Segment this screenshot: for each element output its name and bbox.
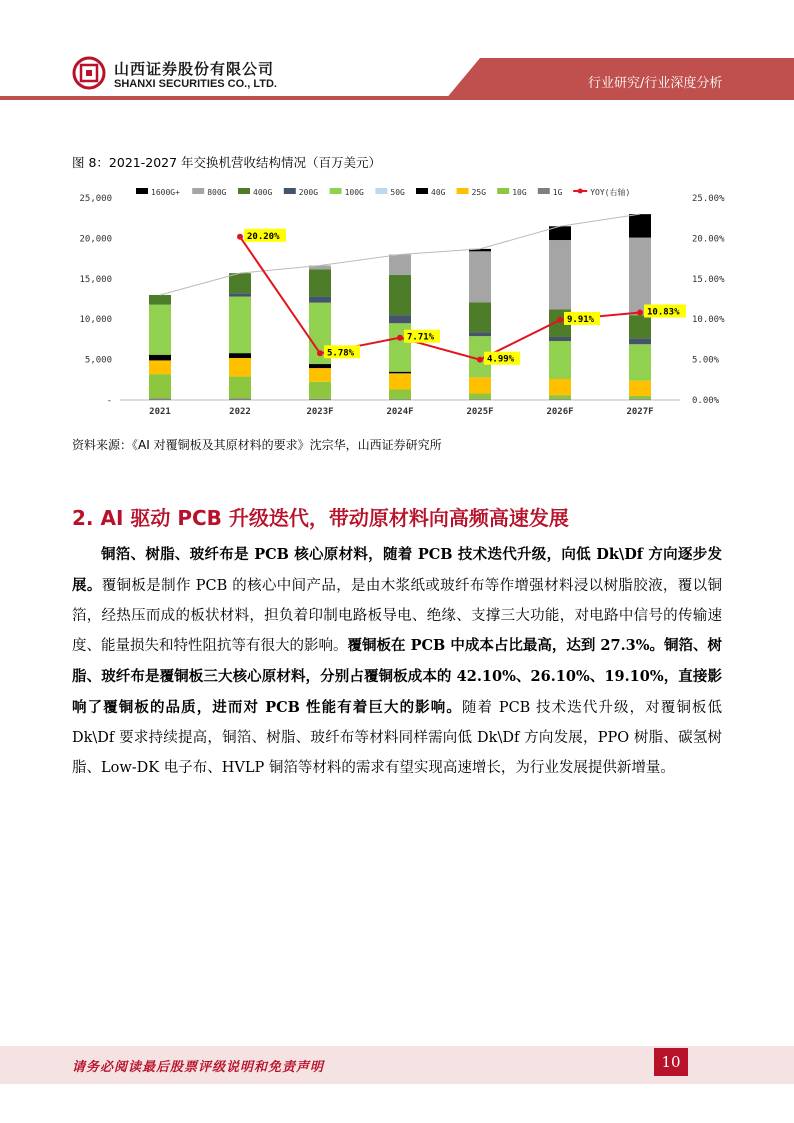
bar-segment: [389, 275, 411, 315]
company-name-cn: 山西证券股份有限公司: [114, 60, 275, 78]
bar-segment: [469, 332, 491, 336]
x-tick-label: 2025F: [466, 407, 494, 417]
yoy-point: [557, 317, 563, 323]
yoy-data-label: 9.91%: [567, 314, 595, 325]
bar-segment: [469, 302, 491, 332]
bar-segment: [229, 358, 251, 377]
y-left-tick-label: 5,000: [84, 355, 112, 366]
y-left-tick-label: 20,000: [79, 234, 112, 245]
bar-segment: [229, 353, 251, 358]
y-left-tick-label: 10,000: [79, 315, 112, 326]
y-right-tick-label: 5.00%: [692, 355, 720, 366]
y-right-tick-label: 15.00%: [692, 274, 725, 285]
yoy-point: [237, 234, 243, 240]
yoy-point: [637, 309, 643, 315]
legend-swatch: [284, 188, 296, 194]
para-bold-2: 覆铜板在 PCB 中成本占比最高，达到 27.3%。铜箔、树脂、玻纤布是覆铜板三大核心原材料，分别占覆铜板成本的 42.10%、26.10%、19.10%，直接影响了覆铜板的品质，进而对 PCB 性能有着巨大的影响。: [72, 637, 723, 716]
bar-segment: [629, 399, 651, 400]
bar-segment: [549, 399, 571, 400]
legend-swatch: [416, 188, 428, 194]
section-heading: 2. AI 驱动 PCB 升级迭代，带动原材料向高频高速发展: [72, 506, 569, 530]
legend-swatch: [330, 188, 342, 194]
revenue-structure-chart: [70, 182, 730, 430]
legend-label: 40G: [431, 188, 446, 197]
footer-disclaimer: 请务必阅读最后股票评级说明和免责声明: [72, 1060, 325, 1075]
company-name-en: SHANXI SECURITIES CO., LTD.: [114, 78, 277, 90]
bar-segment: [629, 396, 651, 399]
legend-label: 10G: [512, 188, 527, 197]
bar-segment: [629, 339, 651, 345]
bar-segment: [629, 238, 651, 316]
legend-swatch: [538, 188, 550, 194]
bar-segment: [229, 377, 251, 399]
legend-label: 100G: [344, 188, 364, 197]
legend-swatch: [497, 188, 509, 194]
bar-segment: [229, 293, 251, 296]
bar-segment: [229, 398, 251, 400]
bar-segment: [549, 240, 571, 309]
bar-segment: [629, 214, 651, 237]
legend-yoy-marker: [578, 189, 583, 194]
y-right-tick-label: 20.00%: [692, 234, 725, 245]
y-left-tick-label: 15,000: [79, 274, 112, 285]
bar-segment: [549, 395, 571, 399]
bar-segment: [309, 399, 331, 400]
bar-segment: [549, 337, 571, 341]
yoy-point: [397, 335, 403, 341]
bar-segment: [549, 341, 571, 379]
bar-segment: [469, 377, 491, 393]
y-right-tick-label: 10.00%: [692, 315, 725, 326]
bar-segment: [389, 399, 411, 400]
legend-label: 25G: [471, 188, 487, 197]
legend-label: 400G: [253, 188, 273, 197]
y-right-tick-label: 25.00%: [692, 194, 725, 204]
bar-segment: [309, 296, 331, 302]
y-left-tick-label: 25,000: [79, 194, 112, 204]
bar-segment: [149, 398, 171, 400]
y-left-tick-label: -: [106, 396, 112, 406]
x-tick-label: 2022: [229, 407, 251, 417]
bar-segment: [389, 315, 411, 323]
yoy-data-label: 10.83%: [647, 307, 680, 318]
legend-label: YOY(右轴): [590, 188, 631, 197]
bar-segment: [309, 364, 331, 368]
bar-segment: [149, 374, 171, 398]
yoy-data-label: 4.99%: [487, 354, 515, 365]
bar-segment: [229, 273, 251, 293]
bar-segment: [149, 295, 171, 305]
figure-source: 资料来源：《AI 对覆铜板及其原材料的要求》沈宗华，山西证券研究所: [72, 438, 442, 452]
bar-segment: [389, 255, 411, 275]
x-tick-label: 2021: [149, 407, 171, 417]
bar-segment: [309, 270, 331, 297]
bar-segment: [309, 368, 331, 382]
bar-segment: [389, 372, 411, 374]
x-tick-label: 2024F: [386, 407, 414, 417]
figure-title: 图 8：2021-2027 年交换机营收结构情况（百万美元）: [72, 155, 382, 170]
bar-segment: [229, 297, 251, 354]
bar-segment: [549, 379, 571, 395]
company-logo-icon: [72, 56, 106, 90]
bar-segment: [469, 399, 491, 400]
para-bold-1: 铜箔、树脂、玻纤布是 PCB 核心原材料，随着 PCB 技术迭代升级，向低 Dk\Df 方向逐步发展。: [72, 546, 722, 594]
para-text-2: 随着 PCB 技术迭代升级，对覆铜板低 Dk\Df 要求持续提高，铜箔、树脂、玻纤布等材料同样需向低 Dk\Df 方向发展，PPO 树脂、碳氢树脂、Low-DK 电子布、HVLP 铜箔等材料的需求有望实现高速增长，为行业发展提供新增量。: [72, 699, 722, 776]
legend-label: 1600G+: [151, 188, 180, 197]
bar-segment: [149, 360, 171, 374]
bar-segment: [149, 305, 171, 355]
bar-segment: [469, 394, 491, 400]
bar-segment: [389, 389, 411, 399]
legend-swatch: [238, 188, 250, 194]
legend-swatch: [457, 188, 469, 194]
yoy-data-label: 7.71%: [407, 332, 435, 343]
body-paragraph: [72, 540, 722, 783]
yoy-point: [477, 357, 483, 363]
yoy-point: [317, 350, 323, 356]
legend-label: 200G: [298, 188, 319, 197]
yoy-data-label: 5.78%: [327, 348, 355, 359]
legend-swatch: [136, 188, 148, 194]
bar-segment: [629, 315, 651, 338]
x-tick-label: 2023F: [306, 407, 334, 417]
legend-label: 50G: [390, 188, 405, 197]
page-number: 10: [654, 1048, 688, 1076]
x-tick-label: 2027F: [626, 407, 654, 417]
yoy-data-label: 20.20%: [247, 231, 280, 242]
y-right-tick-label: 0.00%: [692, 396, 720, 406]
legend-label: 1G: [552, 188, 563, 197]
bar-segment: [469, 251, 491, 302]
header-section-title: 行业研究/行业深度分析: [588, 76, 723, 91]
bar-segment: [629, 344, 651, 380]
legend-swatch: [192, 188, 204, 194]
x-tick-label: 2026F: [546, 407, 574, 417]
legend-label: 800G: [207, 188, 227, 197]
legend-swatch: [375, 188, 387, 194]
bar-segment: [389, 373, 411, 389]
bar-segment: [309, 382, 331, 399]
para-text-1: 覆铜板是制作 PCB 的核心中间产品，是由木浆纸或玻纤布等作增强材料浸以树脂胶液，覆以铜箔，经热压而成的板状材料，担负着印制电路板导电、绝缘、支撑三大功能，对电路中信号的传输速度、能量损失和特性阻抗等有很大的影响。: [72, 577, 722, 655]
page-header: [0, 0, 794, 100]
bar-segment: [149, 355, 171, 361]
bar-segment: [629, 381, 651, 396]
